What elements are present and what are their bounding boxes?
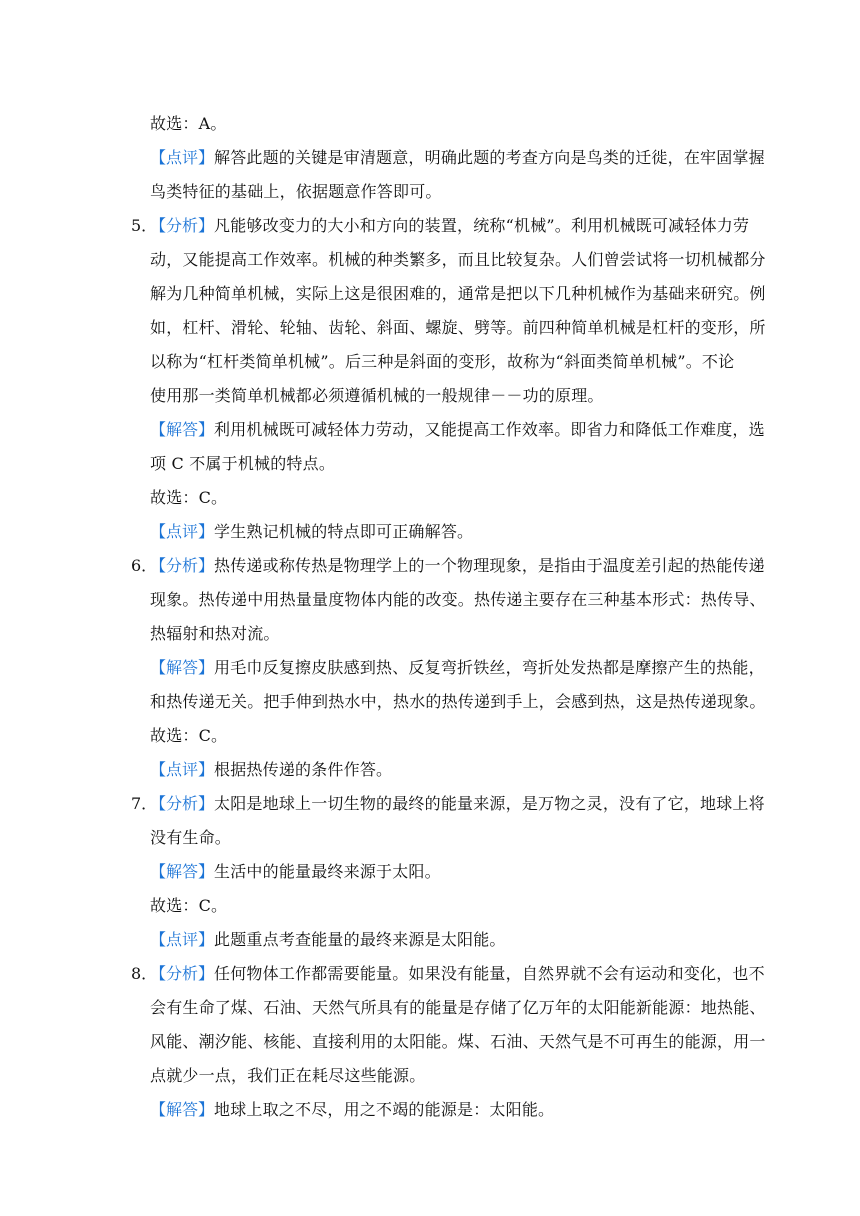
question-5-analysis-line [0, 209, 860, 243]
line-text: 根据热传递的条件作答。 [214, 760, 393, 779]
text-line [0, 311, 860, 345]
line-text: 故选：C。 [150, 488, 228, 507]
line-text: 此题重点考查能量的最终来源是太阳能。 [214, 930, 506, 949]
line-text: 项 C 不属于机械的特点。 [150, 454, 336, 473]
line-text: 故选：A。 [150, 114, 227, 133]
comment-line [0, 753, 860, 787]
line-text: 点就少一点，我们正在耗尽这些能源。 [150, 1066, 426, 1085]
comment-line [0, 141, 860, 175]
line-text: 学生熟记机械的特点即可正确解答。 [214, 522, 474, 541]
line-text: 凡能够改变力的大小和方向的装置，统称“机械”。利用机械既可减轻体力劳 [214, 216, 750, 235]
line-text: 现象。热传递中用热量量度物体内能的改变。热传递主要存在三种基本形式：热传导、 [150, 590, 766, 609]
solution-tag: 【解答】 [150, 862, 215, 881]
line-text: 生活中的能量最终来源于太阳。 [214, 862, 441, 881]
text-line [0, 1059, 860, 1093]
line-text: 故选：C。 [150, 896, 228, 915]
analysis-tag: 【分析】 [150, 556, 215, 575]
line-text: 会有生命了煤、石油、天然气所具有的能量是存储了亿万年的太阳能新能源：地热能、 [150, 998, 766, 1017]
solution-line [0, 651, 860, 685]
comment-tag: 【点评】 [150, 930, 215, 949]
comment-line [0, 923, 860, 957]
line-text: 以称为“杠杆类简单机械”。后三种是斜面的变形，故称为“斜面类简单机械”。不论 [150, 352, 735, 371]
text-line [0, 685, 860, 719]
line-text: 用毛巾反复擦皮肤感到热、反复弯折铁丝，弯折处发热都是摩擦产生的热能， [214, 658, 765, 677]
analysis-tag: 【分析】 [150, 216, 215, 235]
line-text: 热传递或称传热是物理学上的一个物理现象，是指由于温度差引起的热能传递 [214, 556, 765, 575]
solution-tag: 【解答】 [150, 658, 215, 677]
line-text: 没有生命。 [150, 828, 232, 847]
solution-tag: 【解答】 [150, 1100, 215, 1119]
line-text: 解答此题的关键是审清题意，明确此题的考查方向是鸟类的迁徙，在牢固掌握 [214, 148, 765, 167]
solution-line [0, 855, 860, 889]
answer-line [0, 481, 860, 515]
text-line [0, 243, 860, 277]
text-line [0, 345, 860, 379]
text-line [0, 379, 860, 413]
question-7-analysis-line [0, 787, 860, 821]
answer-line [0, 889, 860, 923]
comment-tag: 【点评】 [150, 760, 215, 779]
solution-tag: 【解答】 [150, 420, 215, 439]
question-number: 5． [131, 216, 158, 235]
line-text: 鸟类特征的基础上，依据题意作答即可。 [150, 182, 442, 201]
line-text: 太阳是地球上一切生物的最终的能量来源，是万物之灵，没有了它，地球上将 [214, 794, 765, 813]
text-line [0, 821, 860, 855]
analysis-tag: 【分析】 [150, 794, 215, 813]
question-6-analysis-line [0, 549, 860, 583]
text-line [0, 991, 860, 1025]
line-text: 如，杠杆、滑轮、轮轴、齿轮、斜面、螺旋、劈等。前四种简单机械是杠杆的变形，所 [150, 318, 766, 337]
text-line [0, 175, 860, 209]
line-text: 风能、潮汐能、核能、直接利用的太阳能。煤、石油、天然气是不可再生的能源，用一 [150, 1032, 766, 1051]
line-text: 使用那一类简单机械都必须遵循机械的一般规律－－功的原理。 [150, 386, 604, 405]
text-line [0, 447, 860, 481]
line-text: 热辐射和热对流。 [150, 624, 280, 643]
question-number: 6． [131, 556, 158, 575]
solution-line [0, 1093, 860, 1127]
text-line [0, 1025, 860, 1059]
text-line [0, 583, 860, 617]
comment-tag: 【点评】 [150, 522, 215, 541]
comment-line [0, 515, 860, 549]
line-text: 和热传递无关。把手伸到热水中，热水的热传递到手上，会感到热，这是热传递现象。 [150, 692, 766, 711]
question-number: 7． [131, 794, 158, 813]
line-text: 地球上取之不尽，用之不竭的能源是：太阳能。 [214, 1100, 555, 1119]
analysis-tag: 【分析】 [150, 964, 215, 983]
line-text: 故选：C。 [150, 726, 228, 745]
question-8-analysis-line [0, 957, 860, 991]
solution-line [0, 413, 860, 447]
answer-line [0, 107, 860, 141]
line-text: 动，又能提高工作效率。机械的种类繁多，而且比较复杂。人们曾尝试将一切机械都分 [150, 250, 766, 269]
answer-line [0, 719, 860, 753]
text-line [0, 617, 860, 651]
comment-tag: 【点评】 [150, 148, 215, 167]
question-number: 8． [131, 964, 158, 983]
line-text: 任何物体工作都需要能量。如果没有能量，自然界就不会有运动和变化，也不 [214, 964, 765, 983]
line-text: 利用机械既可减轻体力劳动，又能提高工作效率。即省力和降低工作难度，选 [214, 420, 765, 439]
line-text: 解为几种简单机械，实际上这是很困难的，通常是把以下几种机械作为基础来研究。例 [150, 284, 766, 303]
text-line [0, 277, 860, 311]
